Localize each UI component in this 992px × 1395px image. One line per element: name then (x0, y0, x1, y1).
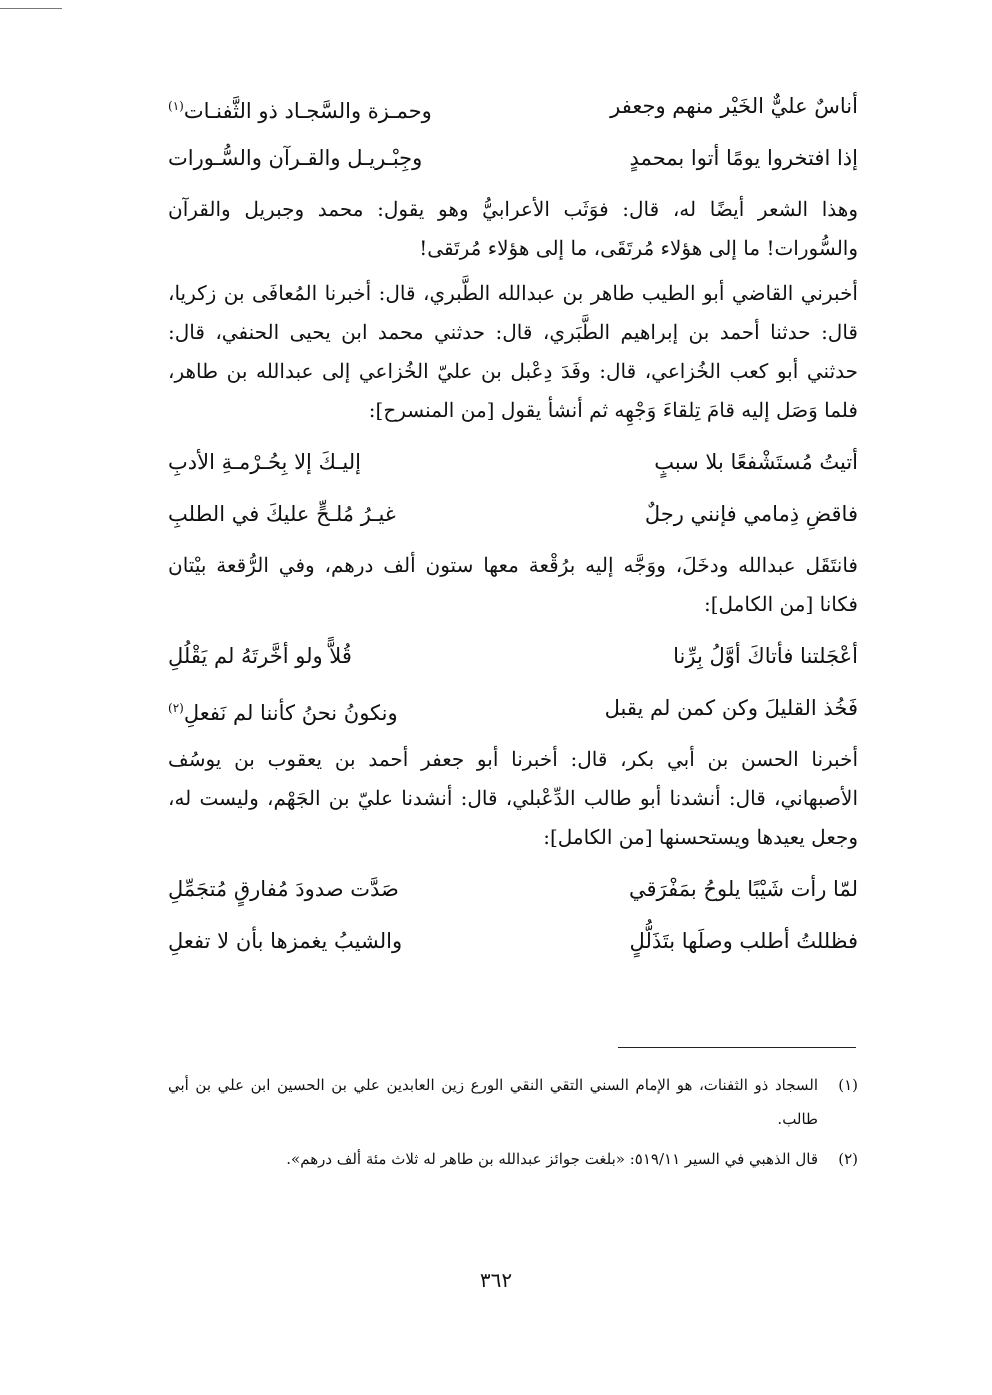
verse-line (168, 80, 858, 132)
footnote-marker: (٢) (168, 701, 184, 715)
footnote (168, 1068, 858, 1136)
verse-first-hemistich: فَخُذ القليلَ وكن كمن لم يقبل (604, 696, 858, 720)
footnote-text: قال الذهبي في السير ٥١٩/١١: «بلغت جوائز عبدالله بن طاهر له ثلاث مئة ألف درهم». (286, 1150, 818, 1168)
verse-line (168, 682, 858, 734)
verse-line (168, 863, 858, 915)
verse-first-hemistich: فاقضِ ذِمامي فإنني رجلٌ (644, 502, 858, 526)
verse-line (168, 132, 858, 184)
verse-second-hemistich: وجِبْـريـل والقـرآن والسُّـورات (168, 146, 423, 170)
verse-first-hemistich: لمّا رأت شَيْبًا يلوحُ بمَفْرَقي (629, 877, 858, 901)
verse-second-hemistich (168, 682, 398, 734)
paragraph: أخبرني القاضي أبو الطيب طاهر بن عبدالله الطَّبري، قال: أخبرنا المُعافَى بن زكريا، قال: حدثنا أحمد بن إبراهيم الطَّبَري، قال: حدثني محمد ابن يحيى الحنفي، قال: حدثني أبو كعب الخُزاعي، قال: وفَدَ دِعْبل بن عليّ الخُزاعي إلى عبدالله بن طاهر، فلما وَصَل إليه قامَ تِلقاءَ وَجْهِه ثم أنشأ يقول [من المنسرح]: (168, 281, 858, 422)
verse-first-hemistich: أتيتُ مُستَشْفعًا بلا سببٍ (654, 450, 858, 474)
verse-second-hemistich: قُلاًّ ولو أخَّرتَهُ لم يَقْلُلِ (168, 644, 352, 668)
verse-second-hemistich: غيـرُ مُلـحٍّ عليكَ في الطلبِ (168, 502, 396, 526)
verse-first-hemistich: فظللتُ أطلب وصلَها بتَذَلُّلٍ (629, 929, 858, 953)
paragraph: أخبرنا الحسن بن أبي بكر، قال: أخبرنا أبو جعفر أحمد بن يعقوب بن يوسُف الأصبهاني، قال: أنشدنا أبو طالب الدِّعْبلي، قال: أنشدنا عليّ بن الجَهْم، وليست له، وجعل يعيدها ويستحسنها [من الكامل]: (168, 747, 858, 849)
footnote-divider (618, 1047, 856, 1048)
verse-first-hemistich: إذا افتخروا يومًا أتوا بمحمدٍ (629, 146, 858, 170)
paragraph: وهذا الشعر أيضًا له، قال: فوَثَب الأعرابيُّ وهو يقول: محمد وجبريل والقرآن والسُّورات! ما إلى هؤلاء مُرتَقَى، ما إلى هؤلاء مُرتَقى! (168, 197, 858, 260)
hemistich-text: وحمـزة والسَّجـاد ذو الثَّفنـات (183, 99, 432, 123)
verse-line (168, 915, 858, 967)
footnotes (168, 1068, 858, 1182)
page-number: ٣٦٢ (479, 1268, 513, 1292)
footnote (168, 1142, 858, 1176)
verse-line (168, 488, 858, 540)
verse-second-hemistich: إليـكَ إلا بِحُـرْمـةِ الأدبِ (168, 450, 361, 474)
hemistich-text: ونكونُ نحنُ كأننا لم نَفعلِ (183, 701, 398, 725)
footnote-marker: (١) (168, 99, 184, 113)
verse-line (168, 630, 858, 682)
paragraph: فانتَقَل عبدالله ودخَلَ، ووَجَّه إليه برُقْعة معها ستون ألف درهم، وفي الرُّقعة بيْتان فكانا [من الكامل]: (168, 553, 858, 616)
scan-edge-line (0, 8, 62, 9)
verse-second-hemistich: صَدَّت صدودَ مُفارقٍ مُتجَمِّلِ (168, 877, 399, 901)
verse-first-hemistich: أعْجَلتنا فأتاكَ أوَّلُ بِرِّنا (673, 644, 858, 668)
footnote-number: (٢) (838, 1150, 858, 1168)
footnote-number: (١) (838, 1076, 858, 1094)
verse-first-hemistich: أناسٌ عليٌّ الخَيْر منهم وجعفر (610, 94, 858, 118)
main-text (168, 80, 858, 967)
verse-line (168, 436, 858, 488)
footnote-text: السجاد ذو الثفنات، هو الإمام السني التقي النقي الورع زين العابدين علي بن الحسين ابن علي بن أبي طالب. (168, 1076, 818, 1128)
verse-second-hemistich: والشيبُ يغمزها بأن لا تفعلِ (168, 929, 403, 953)
verse-second-hemistich (168, 80, 432, 132)
